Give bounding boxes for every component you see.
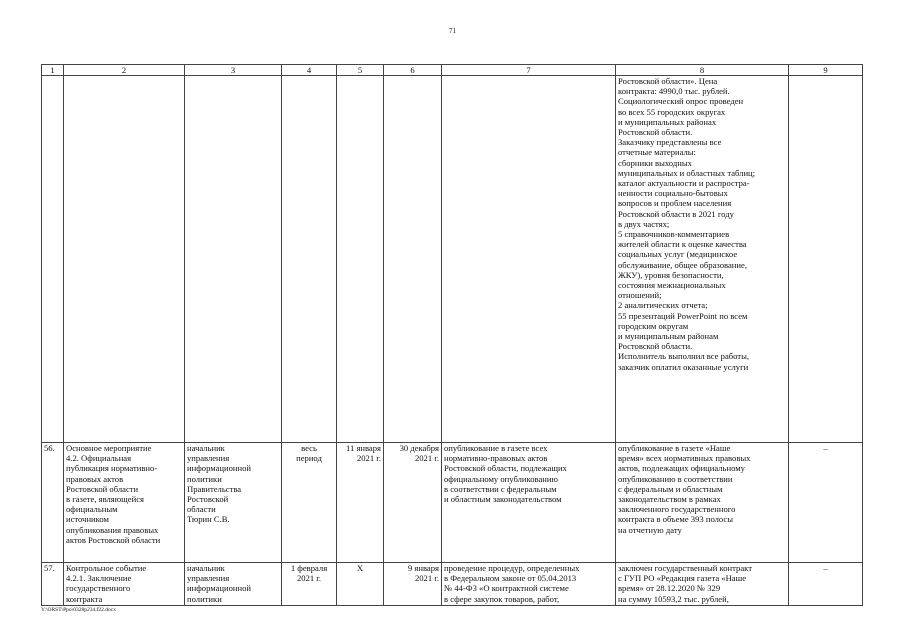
cell-line: опубликованию в соответствии [618,473,733,484]
cell-line: проведение процедур, определенных [444,563,580,573]
cell-end-date [384,563,442,606]
column-header: 8 [616,65,789,76]
column-header: 7 [442,65,616,76]
cell-responsible [185,443,282,563]
cell-number [42,563,64,606]
cell-actual-result [616,563,789,606]
cell-line: 2021 г. [414,453,439,464]
table-row [42,76,863,443]
cell-line: Ростовской области. [618,341,693,352]
cell-expected-result [442,443,616,563]
cell-line: городским округам [618,320,689,331]
cell-line: ЖКУ), уровня безопасности, [618,269,724,280]
cell-responsible [185,563,282,606]
cell-plan-start [282,563,337,606]
column-header: 9 [789,65,863,76]
cell-line: Х [356,563,364,573]
cell-line: информационной [187,583,252,594]
cell-line: весь [301,443,317,453]
cell-number [42,443,64,563]
cell-line: политики [187,473,222,484]
cell-actual-start [337,443,384,563]
cell-line: Ростовской области». Цена [618,76,718,86]
cell-line: жителей области к оценке качества [618,239,747,250]
cell-line: с ГУП РО «Редакция газета «Наше [618,573,747,584]
cell-line: Ростовской [187,494,229,505]
cell-line: опубликование в газете «Наше [618,443,731,453]
cell-line: официальному опубликованию [444,473,558,484]
cell-line: 2 аналитических отчета; [618,300,708,311]
cell-line: отношений; [618,290,662,301]
cell-end-date [384,443,442,563]
cell-line: 9 января [407,563,439,573]
cell-line: и муниципальных районах [618,116,717,127]
cell-line: Ростовской области в 2021 году [618,208,734,219]
cell-line: отчетные материалы: [618,147,696,158]
cell-line: правовых актов [66,473,124,484]
report-table [41,64,863,606]
table-row [42,563,863,606]
cell-line: Ростовской области [66,483,139,494]
cell-reasons [789,76,863,443]
cell-line: 57. [44,563,55,573]
cell-line: контракта [66,593,103,604]
cell-line: 4.2.1. Заключение [66,573,132,584]
table-row [42,443,863,563]
cell-line: № 44-ФЗ «О контрактной системе [444,583,569,594]
cell-end-date [384,76,442,443]
cell-line: управления [187,453,230,464]
cell-line: на отчетную дату [618,524,682,535]
cell-line: муниципальных и областных таблиц; [618,167,756,178]
cell-line: и областным законодательством [444,494,562,505]
cell-line: информационной [187,463,252,474]
cell-activity [64,76,185,443]
cell-line: Правительства [187,483,242,494]
cell-line: государственного [66,583,131,594]
cell-plan-start [282,443,337,563]
cell-reasons [789,443,863,563]
cell-line: Контрольное событие [66,563,147,573]
cell-line: во всех 55 городских округах [618,106,726,117]
cell-line: обслуживание, общее образование, [618,259,747,270]
cell-line: в двух частях; [618,218,670,229]
column-header: 2 [64,65,185,76]
cell-line: актов Ростовской области [66,534,161,545]
cell-line: и муниципальным районам [618,331,719,342]
cell-expected-result [442,563,616,606]
cell-actual-result [616,76,789,443]
cell-plan-start [282,76,337,443]
cell-line: 2021 г. [356,453,381,464]
cell-line: 5 справочников-комментариев [618,229,730,240]
cell-expected-result [442,76,616,443]
cell-line: Тюрин С.В. [187,514,230,525]
cell-line: заключен государственный контракт [618,563,752,573]
cell-line: области [187,504,216,515]
cell-line: время» от 28.12.2020 № 329 [618,583,721,594]
cell-line: с федеральным и областным [618,483,723,494]
cell-line: Ростовской области, подлежащих [444,463,567,474]
column-header-row [42,65,863,76]
cell-line: социальных услуг (медицинское [618,249,738,260]
column-header: 4 [282,65,337,76]
cell-line: 11 января [346,443,381,453]
cell-line: публикация нормативно- [66,463,158,474]
cell-line: контракта в объеме 393 полосы [618,514,734,525]
cell-line: источником [66,514,109,525]
cell-line: 1 февраля [290,563,328,573]
cell-line: 30 декабря [399,443,439,453]
cell-line: опубликование в газете всех [444,443,548,453]
cell-line: период [296,453,322,464]
column-header: 1 [42,65,64,76]
cell-line: официальным [66,504,118,515]
cell-line: 4.2. Официальная [66,453,132,464]
column-header: 6 [384,65,442,76]
cell-line: 2021 г. [296,573,322,584]
cell-actual-start [337,563,384,606]
cell-number [42,76,64,443]
cell-line: ненности социально-бытовых [618,188,728,199]
cell-line: сборники выходных [618,157,692,168]
cell-line: законодательством в рамках [618,494,721,505]
file-path-footer: Y:\ORST\Ppo\0328p234.f22.docx [41,607,116,613]
cell-line: в Федеральном законе от 05.04.2013 [444,573,577,584]
cell-line: – [823,563,828,573]
cell-line: состояния межнациональных [618,280,726,291]
cell-line: в сфере закупок товаров, работ, [444,593,560,604]
cell-line: Социологический опрос проведен [618,96,744,107]
cell-line: в соответствии с федеральным [444,483,557,494]
cell-activity [64,563,185,606]
cell-line: 2021 г. [414,573,439,584]
column-header: 5 [337,65,384,76]
cell-line: вопросов и проблем населения [618,198,732,209]
cell-line: на сумму 10593,2 тыс. рублей, [618,593,729,604]
cell-line: опубликования правовых [66,524,159,535]
cell-line: Ростовской области. [618,127,693,138]
cell-line: Основное мероприятие [66,443,152,453]
cell-line: управления [187,573,230,584]
cell-actual-result [616,443,789,563]
page-number: 71 [449,27,456,35]
cell-reasons [789,563,863,606]
column-header: 3 [185,65,282,76]
cell-line: актов, подлежащих официальному [618,463,745,474]
cell-line: каталог актуальности и распростра- [618,178,750,189]
cell-line: начальник [187,563,225,573]
cell-responsible [185,76,282,443]
cell-line: Заказчику представлены все [618,137,722,148]
cell-line: Исполнитель выполнил все работы, [618,351,749,362]
cell-line: заказчик оплатил оказанные услуги [618,361,749,372]
cell-line: нормативно-правовых актов [444,453,548,464]
cell-line: время» всех нормативных правовых [618,453,751,464]
cell-line: заключенного государственного [618,504,736,515]
cell-activity [64,443,185,563]
cell-line: 56. [44,443,55,453]
cell-actual-start [337,76,384,443]
cell-line: – [823,443,828,453]
cell-line: в газете, являющейся [66,494,144,505]
cell-line: начальник [187,443,225,453]
cell-line: политики [187,593,222,604]
cell-line: 55 презентаций PowerPoint по всем [618,310,748,321]
cell-line: контракта: 4990,0 тыс. рублей. [618,86,730,97]
